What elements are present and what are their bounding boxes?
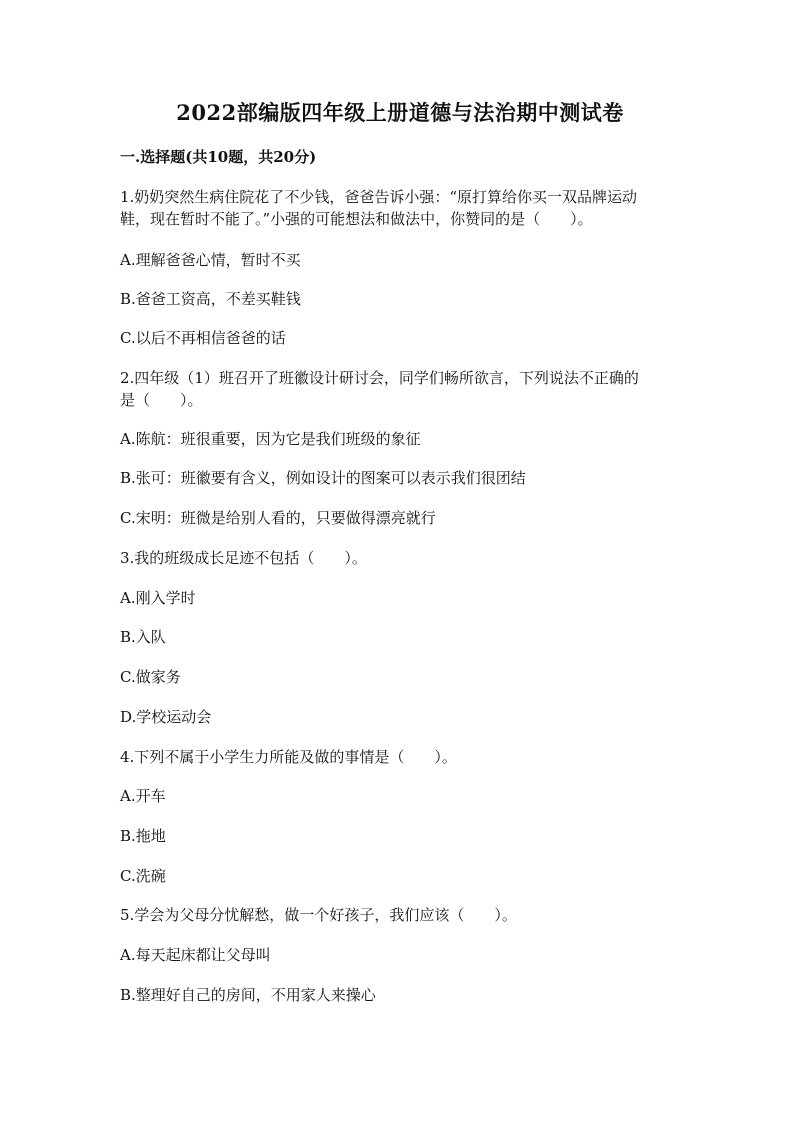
- question-3-option-d: D.学校运动会: [120, 708, 212, 726]
- question-4-stem: 4.下列不属于小学生力所能及做的事情是（ ）。: [120, 748, 457, 766]
- page-title: 2022部编版四年级上册道德与法治期中测试卷: [176, 100, 624, 125]
- question-2-option-a: A.陈航：班很重要，因为它是我们班级的象征: [120, 430, 421, 448]
- question-5-option-b: B.整理好自己的房间，不用家人来操心: [120, 986, 376, 1004]
- question-1-option-c: C.以后不再相信爸爸的话: [120, 329, 286, 347]
- question-4-option-c: C.洗碗: [120, 867, 166, 885]
- question-5-option-a: A.每天起床都让父母叫: [120, 946, 271, 964]
- question-2-stem: [120, 367, 690, 411]
- section-heading: 一.选择题(共10题，共20分): [120, 148, 317, 166]
- question-2-stem-line: 是（ ）。: [120, 391, 203, 409]
- question-4-option-b: B.拖地: [120, 827, 166, 845]
- question-1-stem-line: 1.奶奶突然生病住院花了不少钱，爸爸告诉小强：“原打算给你买一双品牌运动: [120, 188, 637, 206]
- question-1-option-b: B.爸爸工资高，不差买鞋钱: [120, 290, 301, 308]
- question-4-option-a: A.开车: [120, 787, 166, 805]
- question-1-stem: [120, 186, 690, 230]
- question-3-stem: 3.我的班级成长足迹不包括（ ）。: [120, 549, 367, 567]
- question-3-option-c: C.做家务: [120, 668, 181, 686]
- question-1-stem-line: 鞋，现在暂时不能了。”小强的可能想法和做法中，你赞同的是（ ）。: [120, 210, 593, 228]
- question-5-stem: 5.学会为父母分忧解愁，做一个好孩子，我们应该（ ）。: [120, 906, 517, 924]
- question-1-option-a: A.理解爸爸心情，暂时不买: [120, 251, 301, 269]
- question-2-option-b: B.张可：班徽要有含义，例如设计的图案可以表示我们很团结: [120, 469, 526, 487]
- question-2-option-c: C.宋明：班微是给别人看的，只要做得漂亮就行: [120, 509, 436, 527]
- question-3-option-a: A.刚入学时: [120, 589, 196, 607]
- question-3-option-b: B.入队: [120, 628, 166, 646]
- question-2-stem-line: 2.四年级（1）班召开了班徽设计研讨会，同学们畅所欲言，下列说法不正确的: [120, 369, 639, 387]
